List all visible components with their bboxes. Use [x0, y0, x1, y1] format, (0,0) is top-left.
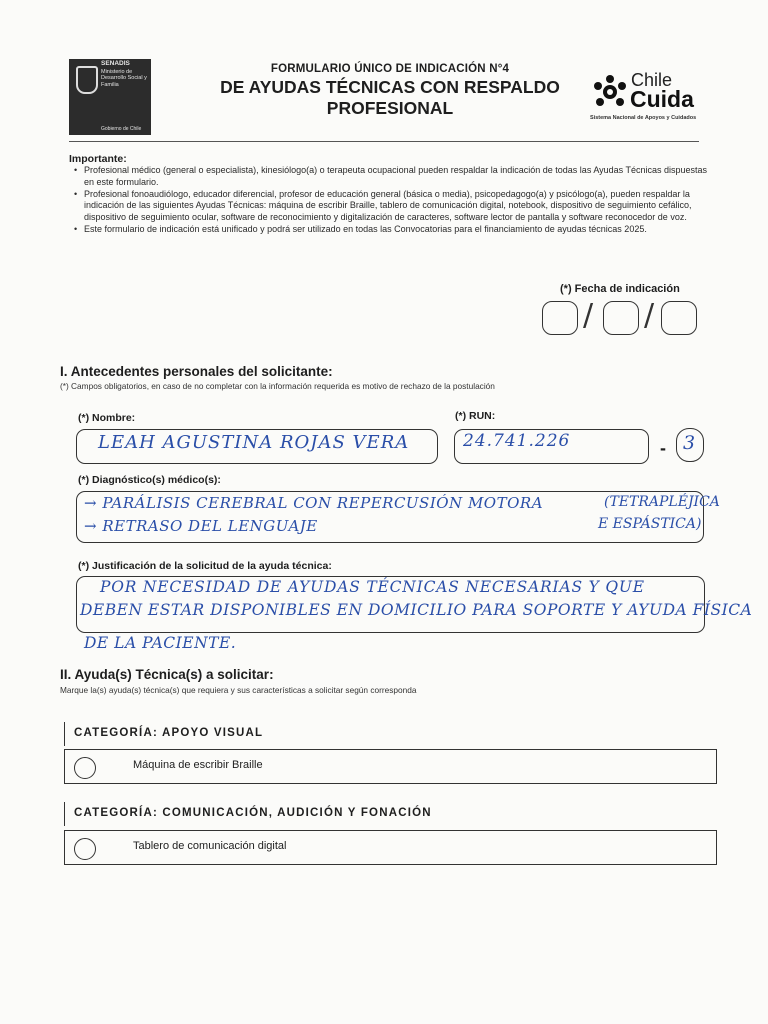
fecha-month-field[interactable]: [603, 301, 639, 335]
nombre-value: LEAH AGUSTINA ROJAS VERA: [98, 432, 410, 453]
option-radio[interactable]: [74, 757, 96, 779]
fecha-label: (*) Fecha de indicación: [560, 283, 680, 295]
option-label: Tablero de comunicación digital: [133, 840, 287, 852]
option-label: Máquina de escribir Braille: [133, 759, 263, 771]
diagnostico-label: (*) Diagnóstico(s) médico(s):: [78, 474, 221, 486]
section1-note: (*) Campos obligatorios, en caso de no completar con la información requerida es motivo de rechazo de la postulación: [60, 381, 495, 391]
important-item: • Profesional médico (general o especialista), kinesiólogo(a) o terapeuta ocupacional pueden respaldar la indicación de todas las Ayudas Técnicas dispuestas en este formulario.: [84, 165, 712, 189]
important-title: Importante:: [69, 153, 127, 165]
section1-title: I. Antecedentes personales del solicitante:: [60, 364, 333, 379]
justificacion-line: DE LA PACIENTE.: [84, 634, 237, 652]
senadis-logo: [69, 59, 151, 135]
shield-icon: [76, 66, 98, 94]
fecha-separator: /: [644, 298, 655, 333]
category-title: CATEGORÍA: COMUNICACIÓN, AUDICIÓN Y FONACIÓN: [74, 807, 432, 819]
chile-cuida-star-icon: [590, 74, 630, 110]
run-label: (*) RUN:: [455, 410, 496, 422]
chile-cuida-subtitle: Sistema Nacional de Apoyos y Cuidados: [590, 115, 697, 121]
important-item: • Este formulario de indicación está unificado y podrá ser utilizado en todas las Convocatorias para el financiamiento de ayudas técnicas 2025.: [84, 224, 712, 236]
cuida-word: Cuida: [630, 86, 694, 112]
section2-note: Marque la(s) ayuda(s) técnica(s) que requiera y sus características a solicitar según corresponda: [60, 685, 417, 695]
important-item: • Profesional fonoaudiólogo, educador diferencial, profesor de educación general (básica o media), psicopedagogo(a) y psicólogo(a), pueden respaldar la indicación de las siguientes Ayudas Técnicas: máquina de escribir Braille, tablero de comunicación digital, notebook, dispositivo de seguimiento cefálico, dispositivo de seguimiento ocular, software de reconocimiento y digitalización de caracteres, software lector de pantalla y software reconocedor de voz.: [84, 189, 712, 224]
chile-word: Chile: [631, 70, 673, 90]
diagnostico-line: → RETRASO DEL LENGUAJE: [84, 517, 318, 535]
fecha-day-field[interactable]: [542, 301, 578, 335]
run-dv-value: 3: [682, 432, 696, 454]
run-value: 24.741.226: [463, 431, 571, 451]
senadis-logo-text: SENADIS Ministerio de Desarrollo Social y Familia: [101, 60, 147, 88]
fecha-separator: /: [583, 298, 594, 333]
diagnostico-line: E ESPÁSTICA): [598, 516, 702, 532]
justificacion-label: (*) Justificación de la solicitud de la ayuda técnica:: [78, 560, 332, 572]
gobierno-label: Gobierno de Chile: [101, 126, 142, 132]
category-title: CATEGORÍA: APOYO VISUAL: [74, 727, 264, 739]
run-dash: -: [660, 438, 666, 458]
form-title-main: DE AYUDAS TÉCNICAS CON RESPALDO PROFESIONAL: [220, 77, 560, 118]
section2-title: II. Ayuda(s) Técnica(s) a solicitar:: [60, 667, 274, 682]
form-title-small: FORMULARIO ÚNICO DE INDICACIÓN N°4: [270, 63, 510, 75]
justificacion-line: DEBEN ESTAR DISPONIBLES EN DOMICILIO PARA SOPORTE Y AYUDA FÍSICA: [80, 601, 753, 619]
diagnostico-line: (TETRAPLÉJICA: [604, 494, 720, 510]
option-tablero[interactable]: [64, 830, 717, 865]
chile-cuida-logo: [590, 70, 705, 124]
justificacion-line: POR NECESIDAD DE AYUDAS TÉCNICAS NECESARIAS Y QUE: [100, 578, 645, 596]
header-divider: [69, 141, 699, 142]
nombre-label: (*) Nombre:: [78, 412, 136, 424]
option-radio[interactable]: [74, 838, 96, 860]
category-header: [64, 722, 715, 746]
diagnostico-line: → PARÁLISIS CEREBRAL CON REPERCUSIÓN MOTORA: [84, 494, 544, 512]
fecha-year-field[interactable]: [661, 301, 697, 335]
category-header: [64, 802, 715, 826]
important-list: [69, 165, 712, 236]
option-braille[interactable]: [64, 749, 717, 784]
